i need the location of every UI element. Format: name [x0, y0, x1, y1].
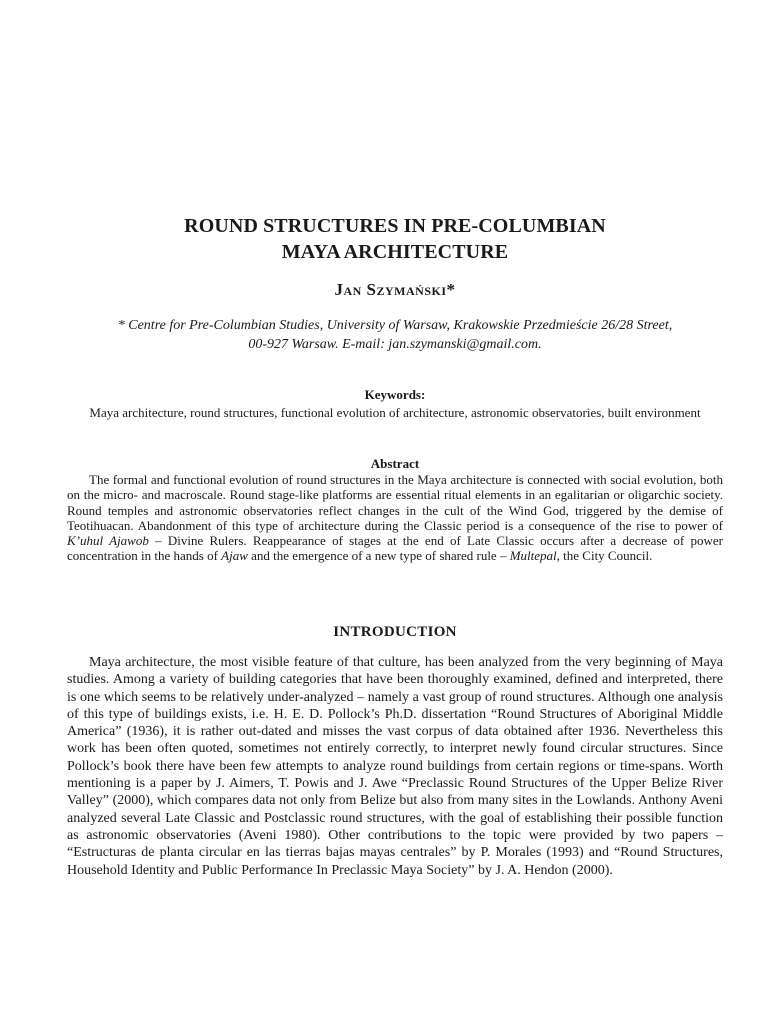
abstract-part-2: – Divine Rulers. Reappearance of stages at the end of Late Classic occurs after a decrease of power concentration in the hands of — [67, 533, 723, 564]
abstract-italic-2: Ajaw — [221, 548, 248, 564]
author-affiliation — [67, 316, 723, 354]
abstract-heading: Abstract — [370, 456, 420, 471]
affiliation-line-1: * Centre for Pre-Columbian Studies, University of Warsaw, Krakowskie Przedmieście 26/28 Street, — [117, 318, 673, 333]
abstract-part-1: The formal and functional evolution of round structures in the Maya architecture is connected with social evolution, both on the micro- and macroscale. Round stage-like platforms are essential ritual elements in an egalitarian or oligarchic society. Round temples and astronomic observatories reflect changes in the cult of the Wind God, triggered by the demise of Teotihuacan. Abandonment of this type of architecture during the Classic period is a consequence of the rise to power of — [67, 472, 723, 533]
affiliation-line-2: 00-927 Warsaw. E-mail: jan.szymanski@gmail.com. — [248, 337, 542, 352]
keywords-text: Maya architecture, round structures, functional evolution of architecture, astronomic observatories, built environment — [89, 405, 701, 420]
abstract-text — [67, 472, 723, 564]
abstract-italic-3: Multepal — [509, 548, 557, 564]
title-line-1: ROUND STRUCTURES IN PRE-COLUMBIAN — [184, 215, 606, 237]
abstract-italic-1: K’uhul Ajawob — [67, 533, 149, 549]
author-name: Jan Szymański* — [334, 280, 456, 299]
introduction-text: Maya architecture, the most visible feature of that culture, has been analyzed from the very beginning of Maya studies. Among a variety of building categories that have been thoroughly examined, defined and interpreted, there is one which seems to be relatively under-analyzed – namely a vast group of round structures. Although one analysis of this type of buildings exists, i.e. H. E. D. Pollock’s Ph.D. dissertation “Round Structures of Aboriginal Middle America” (1936), it is rather out-dated and misses the vast corpus of data obtained after 1936. Nevertheless this work has been often quoted, sometimes not entirely correctly, to interpret newly found circular structures. Since Pollock’s book there have been few attempts to analyze round buildings from certain regions or time-spans. Worth mentioning is a paper by J. Aimers, T. Powis and J. Awe “Preclassic Round Structures of the Upper Belize River Valley” (2000), which compares data not only from Belize but also from many sites in the Lowlands. Anthony Aveni analyzed several Late Classic and Postclassic round structures, with the goal of establishing their possible function as astronomic observatories (Aveni 1980). Other contributions to the topic were provided by two papers – “Estructuras de planta circular en las tierras bajas mayas centrales” by P. Morales (1993) and “Round Structures, Household Identity and Public Performance In Preclassic Maya Society” by J. A. Hendon (2000). — [67, 655, 723, 878]
title-line-2: MAYA ARCHITECTURE — [281, 241, 509, 263]
abstract-part-4: , the City Council. — [556, 548, 653, 564]
keywords-heading: Keywords: — [364, 387, 426, 402]
abstract-part-3: and the emergence of a new type of shared rule – — [247, 548, 510, 564]
introduction-heading: INTRODUCTION — [333, 624, 457, 640]
paper-title — [67, 213, 723, 265]
